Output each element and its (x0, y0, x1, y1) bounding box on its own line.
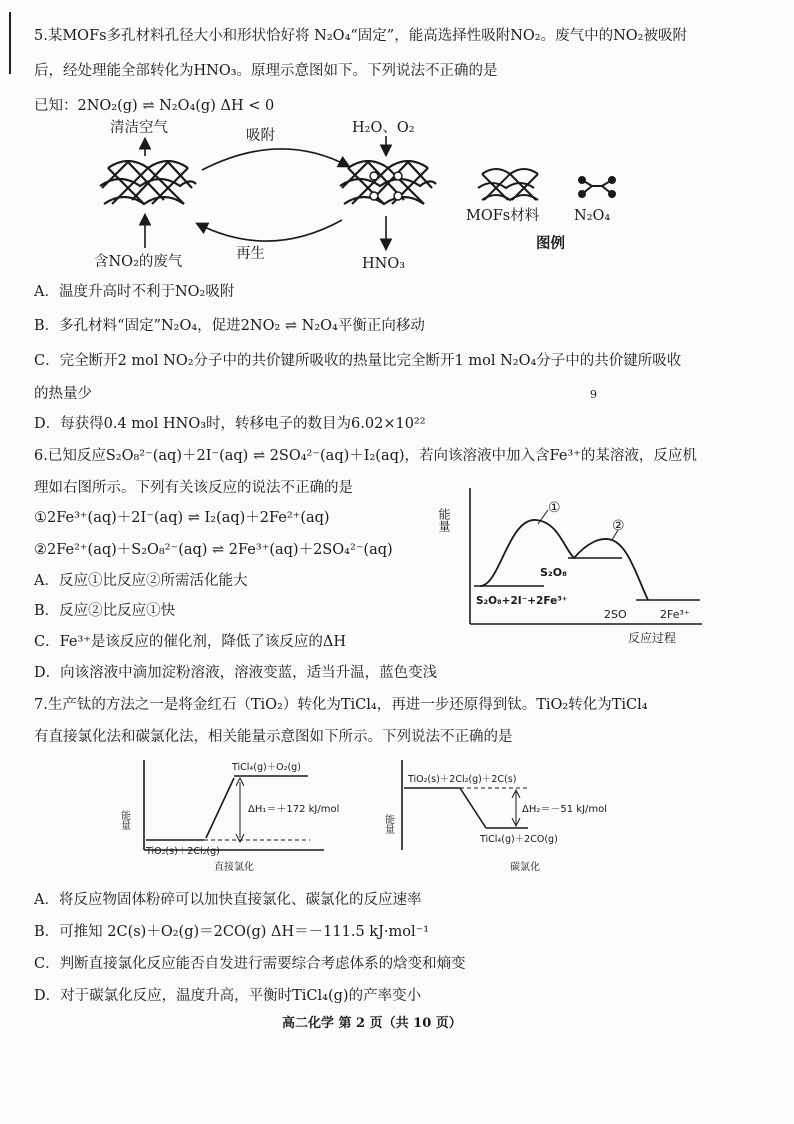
stray-mark: 9 (590, 388, 597, 401)
margin-mark (9, 12, 11, 74)
q5-option-c-line2: 的热量少 (34, 386, 92, 402)
q5-option-c-line1: C．完全断开2 mol NO₂分子中的共价键所吸收的热量比完全断开1 mol N₂O₄分子中的共价键所吸收 (34, 353, 682, 369)
q5-option-a: A．温度升高时不利于NO₂吸附 (34, 284, 235, 300)
legend-mofs-label: MOFs材料 (466, 208, 540, 224)
fig1-bottom-label: TiO₂(s)＋2Cl₂(g) (146, 846, 220, 857)
fig2-caption: 碳氯化 (510, 862, 540, 873)
mid-level-label: S₂O₈ (540, 566, 567, 579)
fig1-top-label: TiCl₄(g)＋O₂(g) (232, 762, 301, 773)
q6-option-b: B．反应②比反应①快 (34, 603, 176, 619)
q5-regen-label: 再生 (236, 246, 265, 262)
q7-option-a: A．将反应物固体粉碎可以加快直接氯化、碳氯化的反应速率 (34, 892, 422, 908)
q5-waste-gas-label: 含NO₂的废气 (94, 254, 183, 270)
q7-option-b: B．可推知 2C(s)＋O₂(g)＝2CO(g) ΔH＝－111.5 kJ·mol⁻¹ (34, 924, 430, 940)
page-footer: 高二化学 第 2 页（共 10 页） (282, 1016, 462, 1031)
q7-carbochlorination-diagram (382, 754, 628, 874)
q7-direct-chlorination-diagram (110, 754, 340, 874)
q6-option-a: A．反应①比反应②所需活化能大 (34, 573, 248, 589)
q6-stem-line2: 理如右图所示。下列有关该反应的说法不正确的是 (34, 480, 353, 496)
q5-hno3-label: HNO₃ (362, 256, 406, 272)
q5-known-equation: 已知：2NO₂(g) ⇌ N₂O₄(g) ΔH < 0 (34, 98, 275, 114)
q5-h2o-o2-label: H₂O、O₂ (352, 120, 415, 136)
legend-title: 图例 (536, 235, 565, 252)
q7-stem-line2: 有直接氯化法和碳氯化法，相关能量示意图如下所示。下列说法不正确的是 (34, 729, 513, 745)
q6-stem-line1: 6.已知反应S₂O₈²⁻(aq)＋2I⁻(aq) ⇌ 2SO₄²⁻(aq)＋I₂(aq)，若向该溶液中加入含Fe³⁺的某溶液，反应机 (34, 448, 697, 464)
q5-option-d: D．每获得0.4 mol HNO₃时，转移电子的数目为6.02×10²² (34, 416, 426, 432)
fig2-ylabel: 能量 (382, 814, 394, 834)
legend-n2o4-icon (579, 177, 615, 197)
q6-step1: ①2Fe³⁺(aq)＋2I⁻(aq) ⇌ I₂(aq)＋2Fe²⁺(aq) (34, 510, 330, 526)
fig2-dh-label: ΔH₂＝－51 kJ/mol (522, 804, 608, 815)
q5-mofs-diagram (80, 136, 680, 266)
legend-mofs-icon (478, 169, 538, 200)
legend-n2o4-label: N₂O₄ (574, 208, 611, 224)
fig1-ylabel: 能量 (118, 810, 130, 830)
q5-adsorb-label: 吸附 (246, 128, 275, 144)
fig1-dh-label: ΔH₁＝＋172 kJ/mol (248, 804, 340, 815)
fig2-bottom-label: TiCl₄(g)＋2CO(g) (480, 834, 558, 845)
peak1-label: ① (548, 500, 561, 516)
q6-energy-diagram (437, 478, 710, 650)
q5-clean-air-label: 清洁空气 (110, 120, 168, 136)
adsorb-arrow-icon (202, 149, 348, 170)
q6-option-c: C．Fe³⁺是该反应的催化剂，降低了该反应的ΔH (34, 634, 347, 650)
q7-option-d: D．对于碳氯化反应，温度升高，平衡时TiCl₄(g)的产率变小 (34, 988, 422, 1004)
regen-arrow-icon (198, 220, 342, 241)
q6-step2: ②2Fe²⁺(aq)＋S₂O₈²⁻(aq) ⇌ 2Fe³⁺(aq)＋2SO₄²⁻(aq) (34, 542, 393, 558)
fig2-top-label: TiO₂(s)＋2Cl₂(g)＋2C(s) (408, 774, 517, 785)
peak2-label: ② (612, 518, 625, 534)
start-level-label: S₂O₈+2I⁻+2Fe³⁺ (476, 595, 568, 607)
end-level-label-b: 2Fe³⁺ (660, 608, 690, 621)
mofs-mesh-loaded-icon (340, 161, 436, 204)
q5-stem-line1: 5.某MOFs多孔材料孔径大小和形状恰好将 N₂O₄“固定”，能高选择性吸附NO₂。废气中的NO₂被吸附 (34, 28, 687, 44)
q7-option-c: C．判断直接氯化反应能否自发进行需要综合考虑体系的焓变和熵变 (34, 956, 466, 972)
x-axis-label: 反应过程 (628, 631, 677, 645)
q5-option-b: B．多孔材料“固定”N₂O₄，促进2NO₂ ⇌ N₂O₄平衡正向移动 (34, 318, 425, 334)
y-axis-label: 能量 (437, 508, 451, 532)
end-level-label-a: 2SO (604, 608, 627, 621)
q7-stem-line1: 7.生产钛的方法之一是将金红石（TiO₂）转化为TiCl₄，再进一步还原得到钛。TiO₂转化为TiCl₄ (34, 697, 648, 713)
q6-option-d: D．向该溶液中滴加淀粉溶液，溶液变蓝，适当升温，蓝色变浅 (34, 665, 438, 681)
mofs-mesh-icon (100, 161, 196, 204)
fig1-path (206, 778, 234, 838)
q5-stem-line2: 后，经处理能全部转化为HNO₃。原理示意图如下。下列说法不正确的是 (34, 63, 498, 79)
fig1-caption: 直接氯化 (214, 862, 254, 873)
fig2-path (460, 788, 486, 828)
